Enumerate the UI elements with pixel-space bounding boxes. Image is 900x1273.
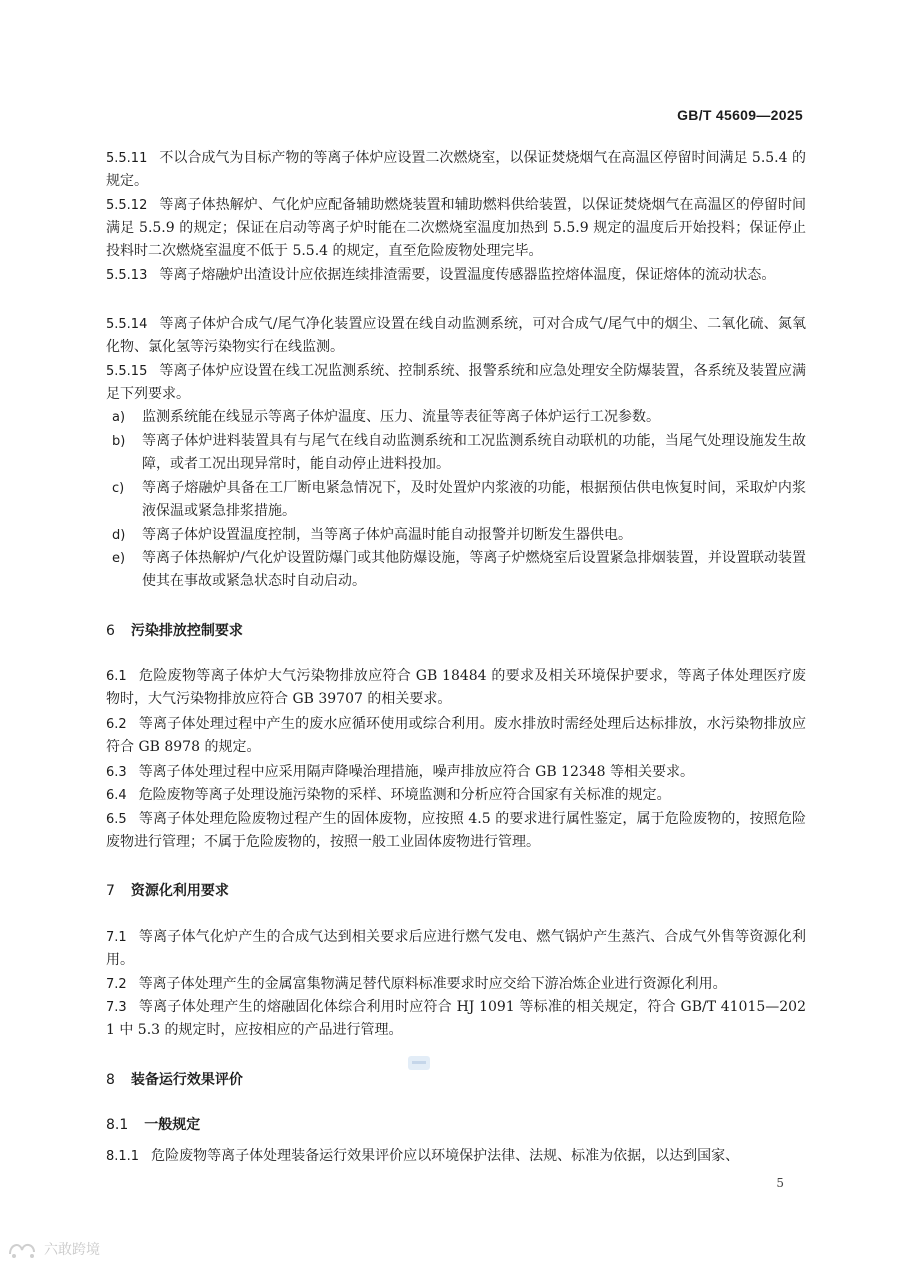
clause-6-1 xyxy=(106,665,806,711)
clause-text: 等离子体炉应设置在线工况监测系统、控制系统、报警系统和应急处理安全防爆装置，各系统及装置应满足下列要求。 xyxy=(106,363,806,402)
clause-6-4 xyxy=(106,784,806,807)
watermark-mark-icon xyxy=(407,1054,431,1072)
list-item-d xyxy=(112,524,806,547)
list-label: c) xyxy=(112,481,125,496)
clause-number: 7.2 xyxy=(106,977,127,992)
list-label: b) xyxy=(112,434,126,449)
clause-number: 8.1.1 xyxy=(106,1149,140,1164)
clause-number: 7.3 xyxy=(106,1000,127,1015)
watermark-text: 六敢跨境 xyxy=(44,1242,100,1258)
clause-text: 等离子体处理产生的熔融固化体综合利用时应符合 HJ 1091 等标准的相关规定，符合 GB/T 41015—2021 中 5.3 的规定时，应按相应的产品进行管理。 xyxy=(106,999,806,1038)
list-text: 等离子熔融炉具备在工厂断电紧急情况下，及时处置炉内浆液的功能，根据预估供电恢复时间，采取炉内浆液保温或紧急排浆措施。 xyxy=(142,480,806,519)
section-6-heading xyxy=(106,620,243,640)
list-item-b xyxy=(112,430,806,476)
clause-number: 6.5 xyxy=(106,812,127,827)
clause-6-3 xyxy=(106,761,806,784)
list-text: 等离子体炉进料装置具有与尾气在线自动监测系统和工况监测系统自动联机的功能，当尾气处理设施发生故障，或者工况出现异常时，能自动停止进料投加。 xyxy=(142,433,806,472)
section-number: 7 xyxy=(106,883,115,899)
clause-number: 5.5.12 xyxy=(106,198,148,213)
watermark-brand-icon xyxy=(6,1238,40,1260)
clause-text: 等离子体处理危险废物过程产生的固体废物，应按照 4.5 的要求进行属性鉴定，属于危险废物的，按照危险废物进行管理；不属于危险废物的，按照一般工业固体废物进行管理。 xyxy=(106,811,806,850)
clause-6-2 xyxy=(106,713,806,759)
list-text: 等离子体热解炉/气化炉设置防爆门或其他防爆设施，等离子炉燃烧室后设置紧急排烟装置，并设置联动装置使其在事故或紧急状态时自动启动。 xyxy=(142,550,806,589)
clause-text: 等离子熔融炉出渣设计应依据连续排渣需要，设置温度传感器监控熔体温度，保证熔体的流动状态。 xyxy=(159,267,776,283)
page-number: 5 xyxy=(776,1176,784,1190)
section-8-heading xyxy=(106,1069,243,1089)
clause-text: 等离子体热解炉、气化炉应配备辅助燃烧装置和辅助燃料供给装置，以保证焚烧烟气在高温区的停留时间满足 5.5.9 的规定；保证在启动等离子炉时能在二次燃烧室温度加热到 5.5.9 规定的温度后开始投料；保证停止投料时二次燃烧室温度不低于 5.5.4 的规定，直至危险废物处理完毕。 xyxy=(106,197,806,259)
subsection-title: 一般规定 xyxy=(144,1117,201,1133)
clause-text: 等离子体炉合成气/尾气净化装置应设置在线自动监测系统，可对合成气/尾气中的烟尘、二氧化硫、氮氧化物、氯化氢等污染物实行在线监测。 xyxy=(106,316,806,355)
clause-5-5-11 xyxy=(106,147,806,193)
list-text: 等离子体炉设置温度控制，当等离子体炉高温时能自动报警并切断发生器供电。 xyxy=(142,527,632,543)
clause-number: 6.2 xyxy=(106,717,127,732)
clause-text: 等离子体处理过程中应采用隔声降噪治理措施，噪声排放应符合 GB 12348 等相关要求。 xyxy=(138,764,695,780)
subsection-8-1-heading xyxy=(106,1114,200,1134)
clause-5-5-14 xyxy=(106,313,806,359)
clause-text: 等离子体气化炉产生的合成气达到相关要求后应进行燃气发电、燃气锅炉产生蒸汽、合成气外售等资源化利用。 xyxy=(106,929,806,968)
clause-7-3 xyxy=(106,996,806,1042)
list-label: e) xyxy=(112,551,126,566)
clause-5-5-13 xyxy=(106,264,806,287)
clause-number: 6.3 xyxy=(106,765,127,780)
clause-text: 等离子体处理过程中产生的废水应循环使用或综合利用。废水排放时需经处理后达标排放，水污染物排放应符合 GB 8978 的规定。 xyxy=(106,716,806,755)
clause-number: 7.1 xyxy=(106,930,127,945)
subsection-number: 8.1 xyxy=(106,1117,129,1133)
list-text: 监测系统能在线显示等离子体炉温度、压力、流量等表征等离子体炉运行工况参数。 xyxy=(142,409,660,425)
clause-text: 等离子体处理产生的金属富集物满足替代原料标准要求时应交给下游冶炼企业进行资源化利用。 xyxy=(138,976,727,992)
list-item-e xyxy=(112,547,806,593)
section-title: 污染排放控制要求 xyxy=(130,623,243,639)
list-label: d) xyxy=(112,528,126,543)
clause-5-5-15 xyxy=(106,360,806,406)
clause-text: 不以合成气为目标产物的等离子体炉应设置二次燃烧室，以保证焚烧烟气在高温区停留时间满足 5.5.4 的规定。 xyxy=(106,150,806,189)
list-item-a xyxy=(112,406,806,429)
clause-text: 危险废物等离子体炉大气污染物排放应符合 GB 18484 的要求及相关环境保护要求，等离子体处理医疗废物时，大气污染物排放应符合 GB 39707 的相关要求。 xyxy=(106,668,806,707)
list-label: a) xyxy=(112,410,126,425)
clause-6-5 xyxy=(106,808,806,854)
section-title: 装备运行效果评价 xyxy=(130,1072,243,1088)
section-number: 6 xyxy=(106,623,115,639)
clause-text: 危险废物等离子处理设施污染物的采样、环境监测和分析应符合国家有关标准的规定。 xyxy=(138,787,671,803)
clause-7-1 xyxy=(106,926,806,972)
list-item-c xyxy=(112,477,806,523)
clause-text: 危险废物等离子体处理装备运行效果评价应以环境保护法律、法规、标准为依据，以达到国家、 xyxy=(151,1148,740,1164)
clause-number: 5.5.14 xyxy=(106,317,148,332)
clause-7-2 xyxy=(106,973,806,996)
clause-number: 6.4 xyxy=(106,788,127,803)
clause-number: 5.5.15 xyxy=(106,364,148,379)
section-7-heading xyxy=(106,880,229,900)
standard-code: GB/T 45609—2025 xyxy=(677,107,803,123)
clause-5-5-12 xyxy=(106,194,806,263)
section-number: 8 xyxy=(106,1072,115,1088)
clause-number: 6.1 xyxy=(106,669,127,684)
clause-8-1-1 xyxy=(106,1145,806,1168)
clause-number: 5.5.13 xyxy=(106,268,148,283)
watermark-logo xyxy=(6,1238,100,1260)
clause-number: 5.5.11 xyxy=(106,151,148,166)
section-title: 资源化利用要求 xyxy=(130,883,229,899)
